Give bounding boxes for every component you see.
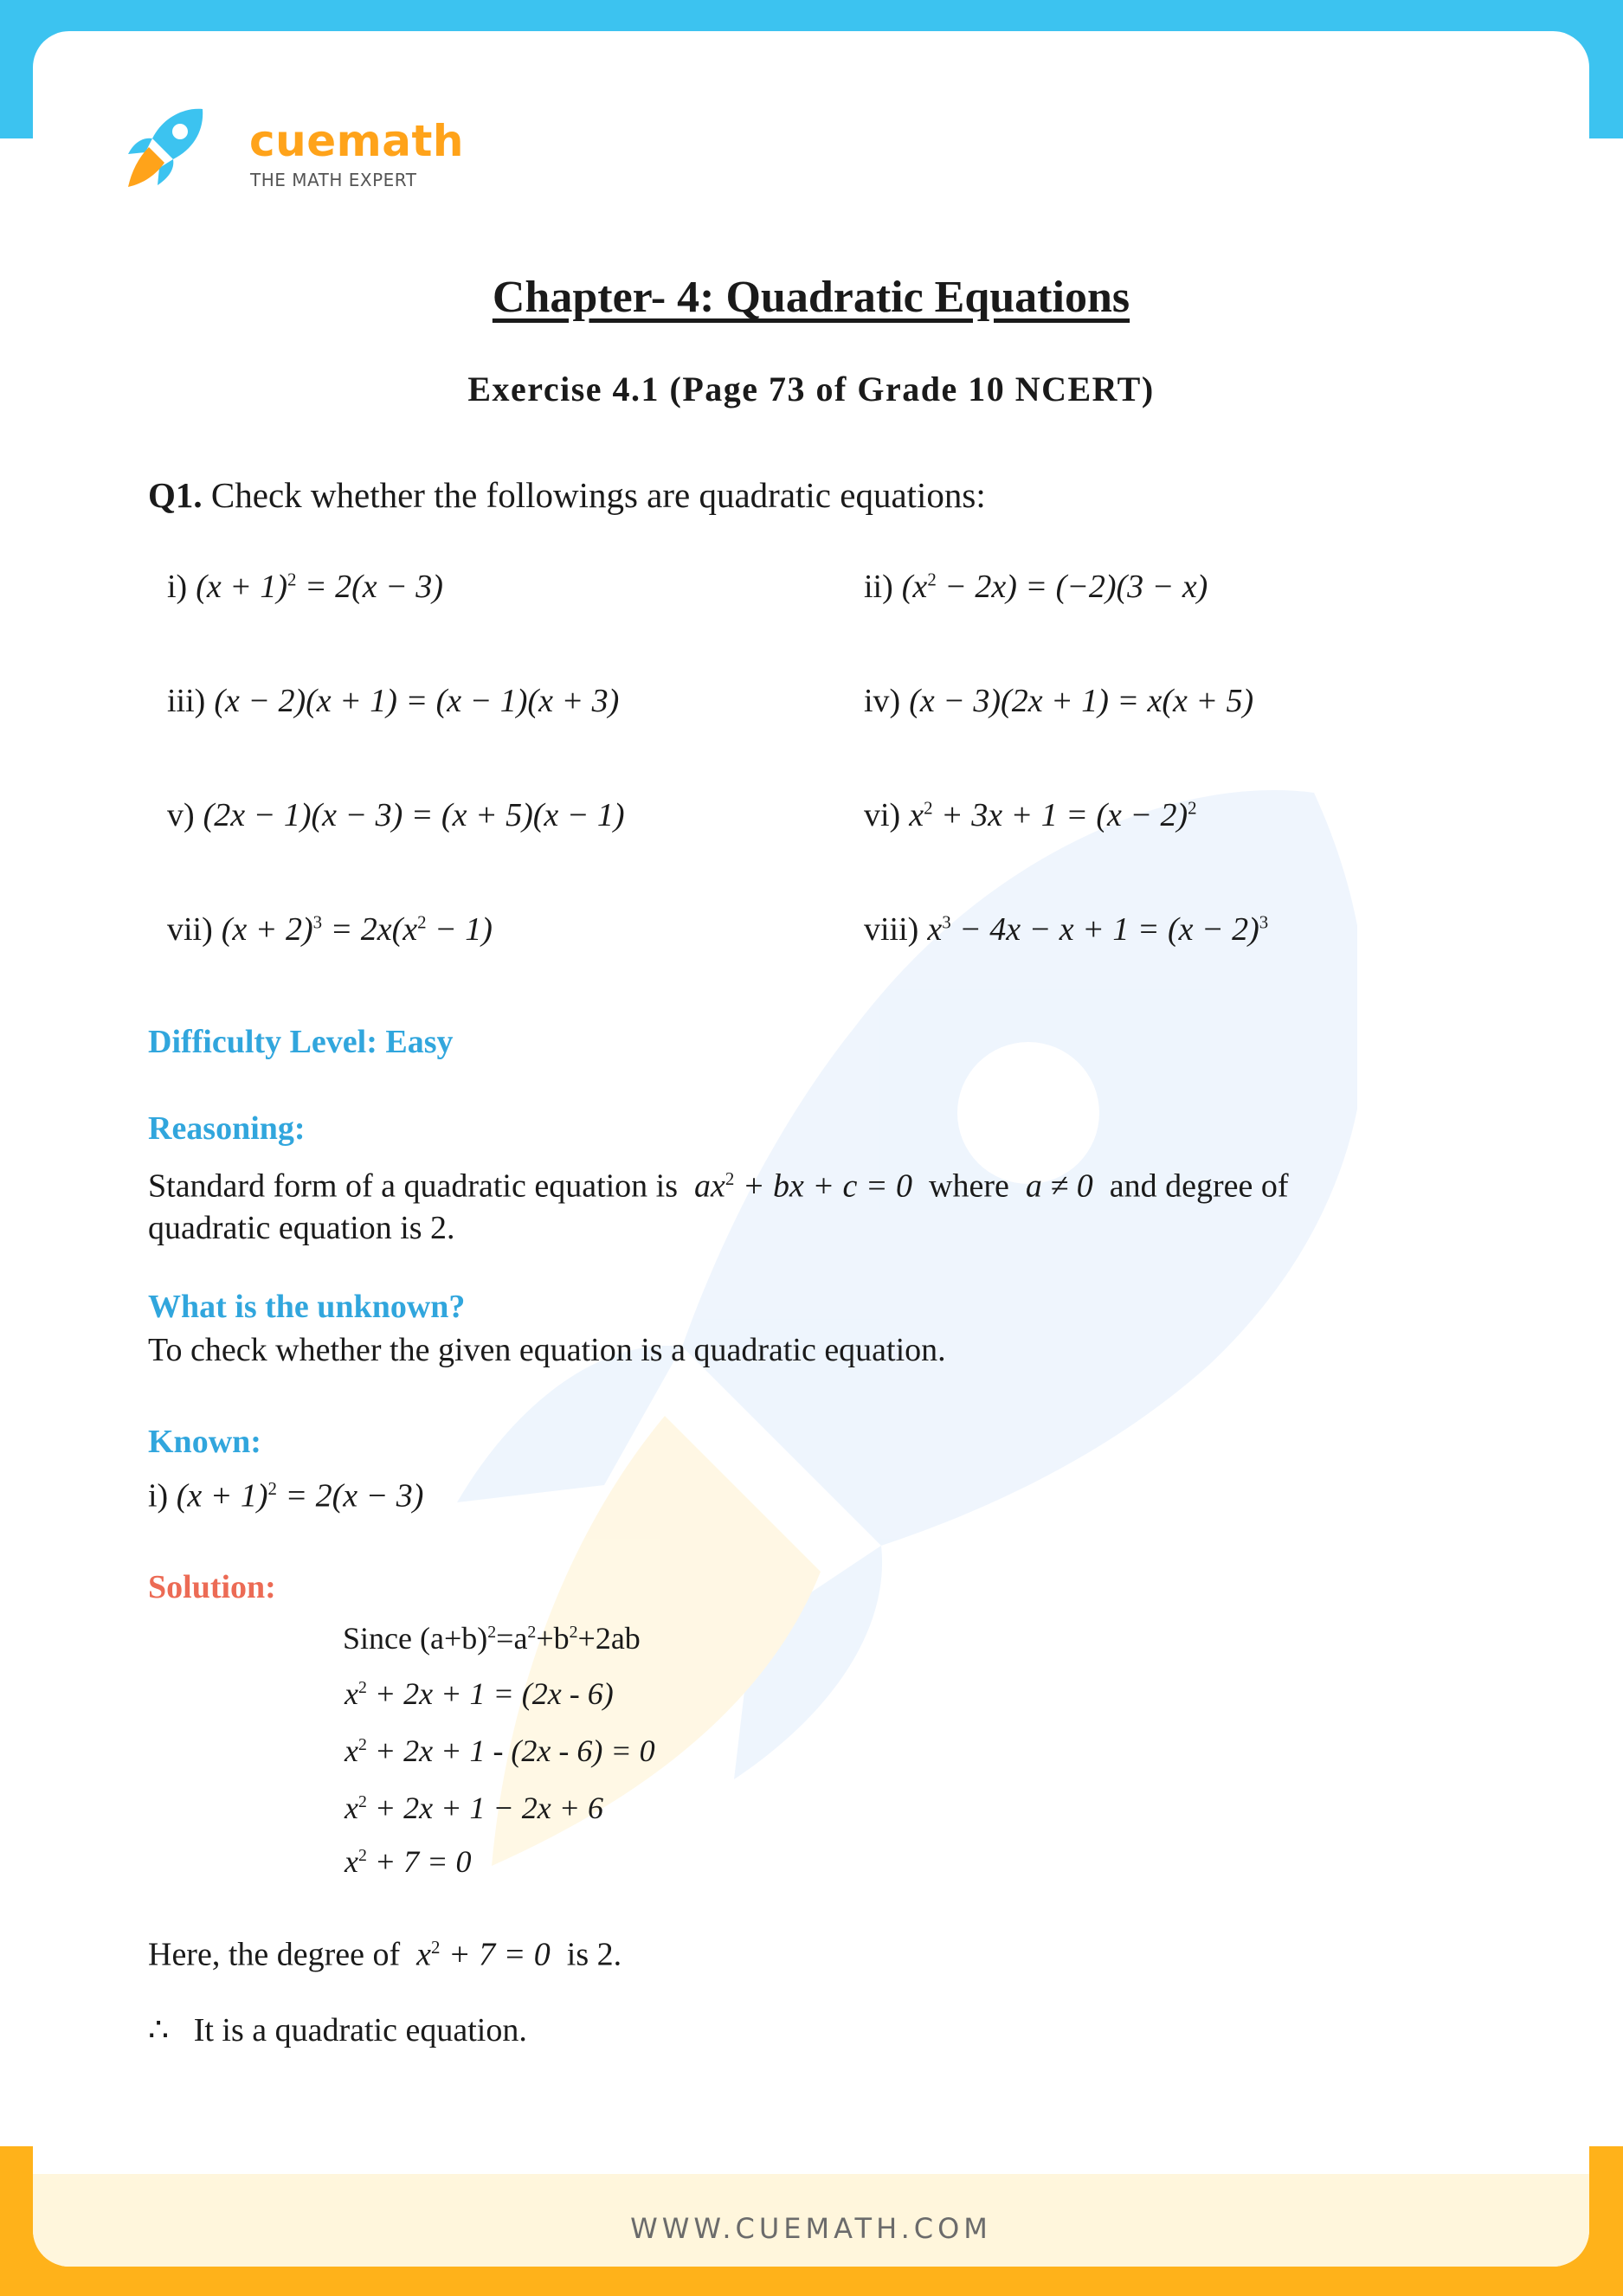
known-equation: i) $(x + 1)^2 = 2(x - 3)$ — [148, 1477, 424, 1515]
degree-statement: Here, the degree of $x^2 + 7 = 0$ is 2. — [148, 1936, 622, 1973]
brand-name: cuemath — [249, 116, 464, 166]
unknown-heading: What is the unknown? — [148, 1289, 466, 1325]
brand-tagline: THE MATH EXPERT — [250, 170, 417, 190]
unknown-text: To check whether the given equation is a quadratic equation. — [148, 1332, 946, 1368]
question-prompt — [148, 474, 986, 516]
equation-item: vi) $x^2 + 3x + 1 = (x - 2)^2$ — [864, 797, 1197, 833]
exercise-subtitle: Exercise 4.1 (Page 73 of Grade 10 NCERT) — [467, 370, 1155, 408]
known-heading: Known: — [148, 1424, 261, 1460]
worksheet-page — [33, 31, 1589, 2267]
solution-step: $x^2 + 2x + 1 - 2x + 6$ — [345, 1791, 604, 1825]
equation-item: viii) $x^3 - 4x - x + 1 = (x - 2)^3$ — [864, 911, 1269, 948]
page-title: Chapter- 4: Quadratic Equations — [492, 273, 1130, 322]
reasoning-text: Standard form of a quadratic equation is $ax^2$ + bx + c = 0 where a ≠ 0 and degree of quadratic equation is 2. — [148, 1167, 1289, 1246]
difficulty-level: Difficulty Level: Easy — [148, 1024, 454, 1060]
reasoning-heading: Reasoning: — [148, 1110, 306, 1147]
solution-step: $x^2 + 2x + 1 - (2x - 6) = 0$ — [345, 1733, 655, 1768]
equation-item: i) $(x + 1)^2 = 2(x - 3)$ — [167, 569, 443, 605]
question-text: Check whether the followings are quadratic equations: — [210, 475, 986, 515]
solution-step: $x^2 + 2x + 1 = (2x - 6)$ — [345, 1676, 614, 1711]
solution-heading: Solution: — [148, 1569, 276, 1605]
equation-item: vii) $(x + 2)^3 = 2x(x^2 - 1)$ — [167, 911, 493, 948]
equation-item: iii) (x − 2)(x + 1) = (x − 1)(x + 3) — [167, 683, 620, 719]
therefore-icon: ∴ — [148, 2012, 170, 2048]
rocket-logo-icon — [123, 104, 209, 190]
footer-website-link[interactable]: WWW.CUEMATH.COM — [630, 2212, 992, 2245]
equation-item: iv) (x − 3)(2x + 1) = x(x + 5) — [864, 683, 1254, 719]
equation-item: ii) $(x^2 - 2x) = (-2)(3 - x)$ — [864, 569, 1208, 605]
cuemath-logo — [92, 76, 464, 197]
question-number: Q1. — [148, 475, 203, 515]
solution-step: $x^2 + 7 = 0$ — [345, 1844, 472, 1879]
conclusion: ∴ It is a quadratic equation. — [148, 2012, 527, 2048]
equation-item: v) (2x − 1)(x − 3) = (x + 5)(x − 1) — [167, 797, 625, 833]
solution-identity: Since $(a+b)^2=a^2+b^2+2ab$ — [343, 1621, 641, 1656]
